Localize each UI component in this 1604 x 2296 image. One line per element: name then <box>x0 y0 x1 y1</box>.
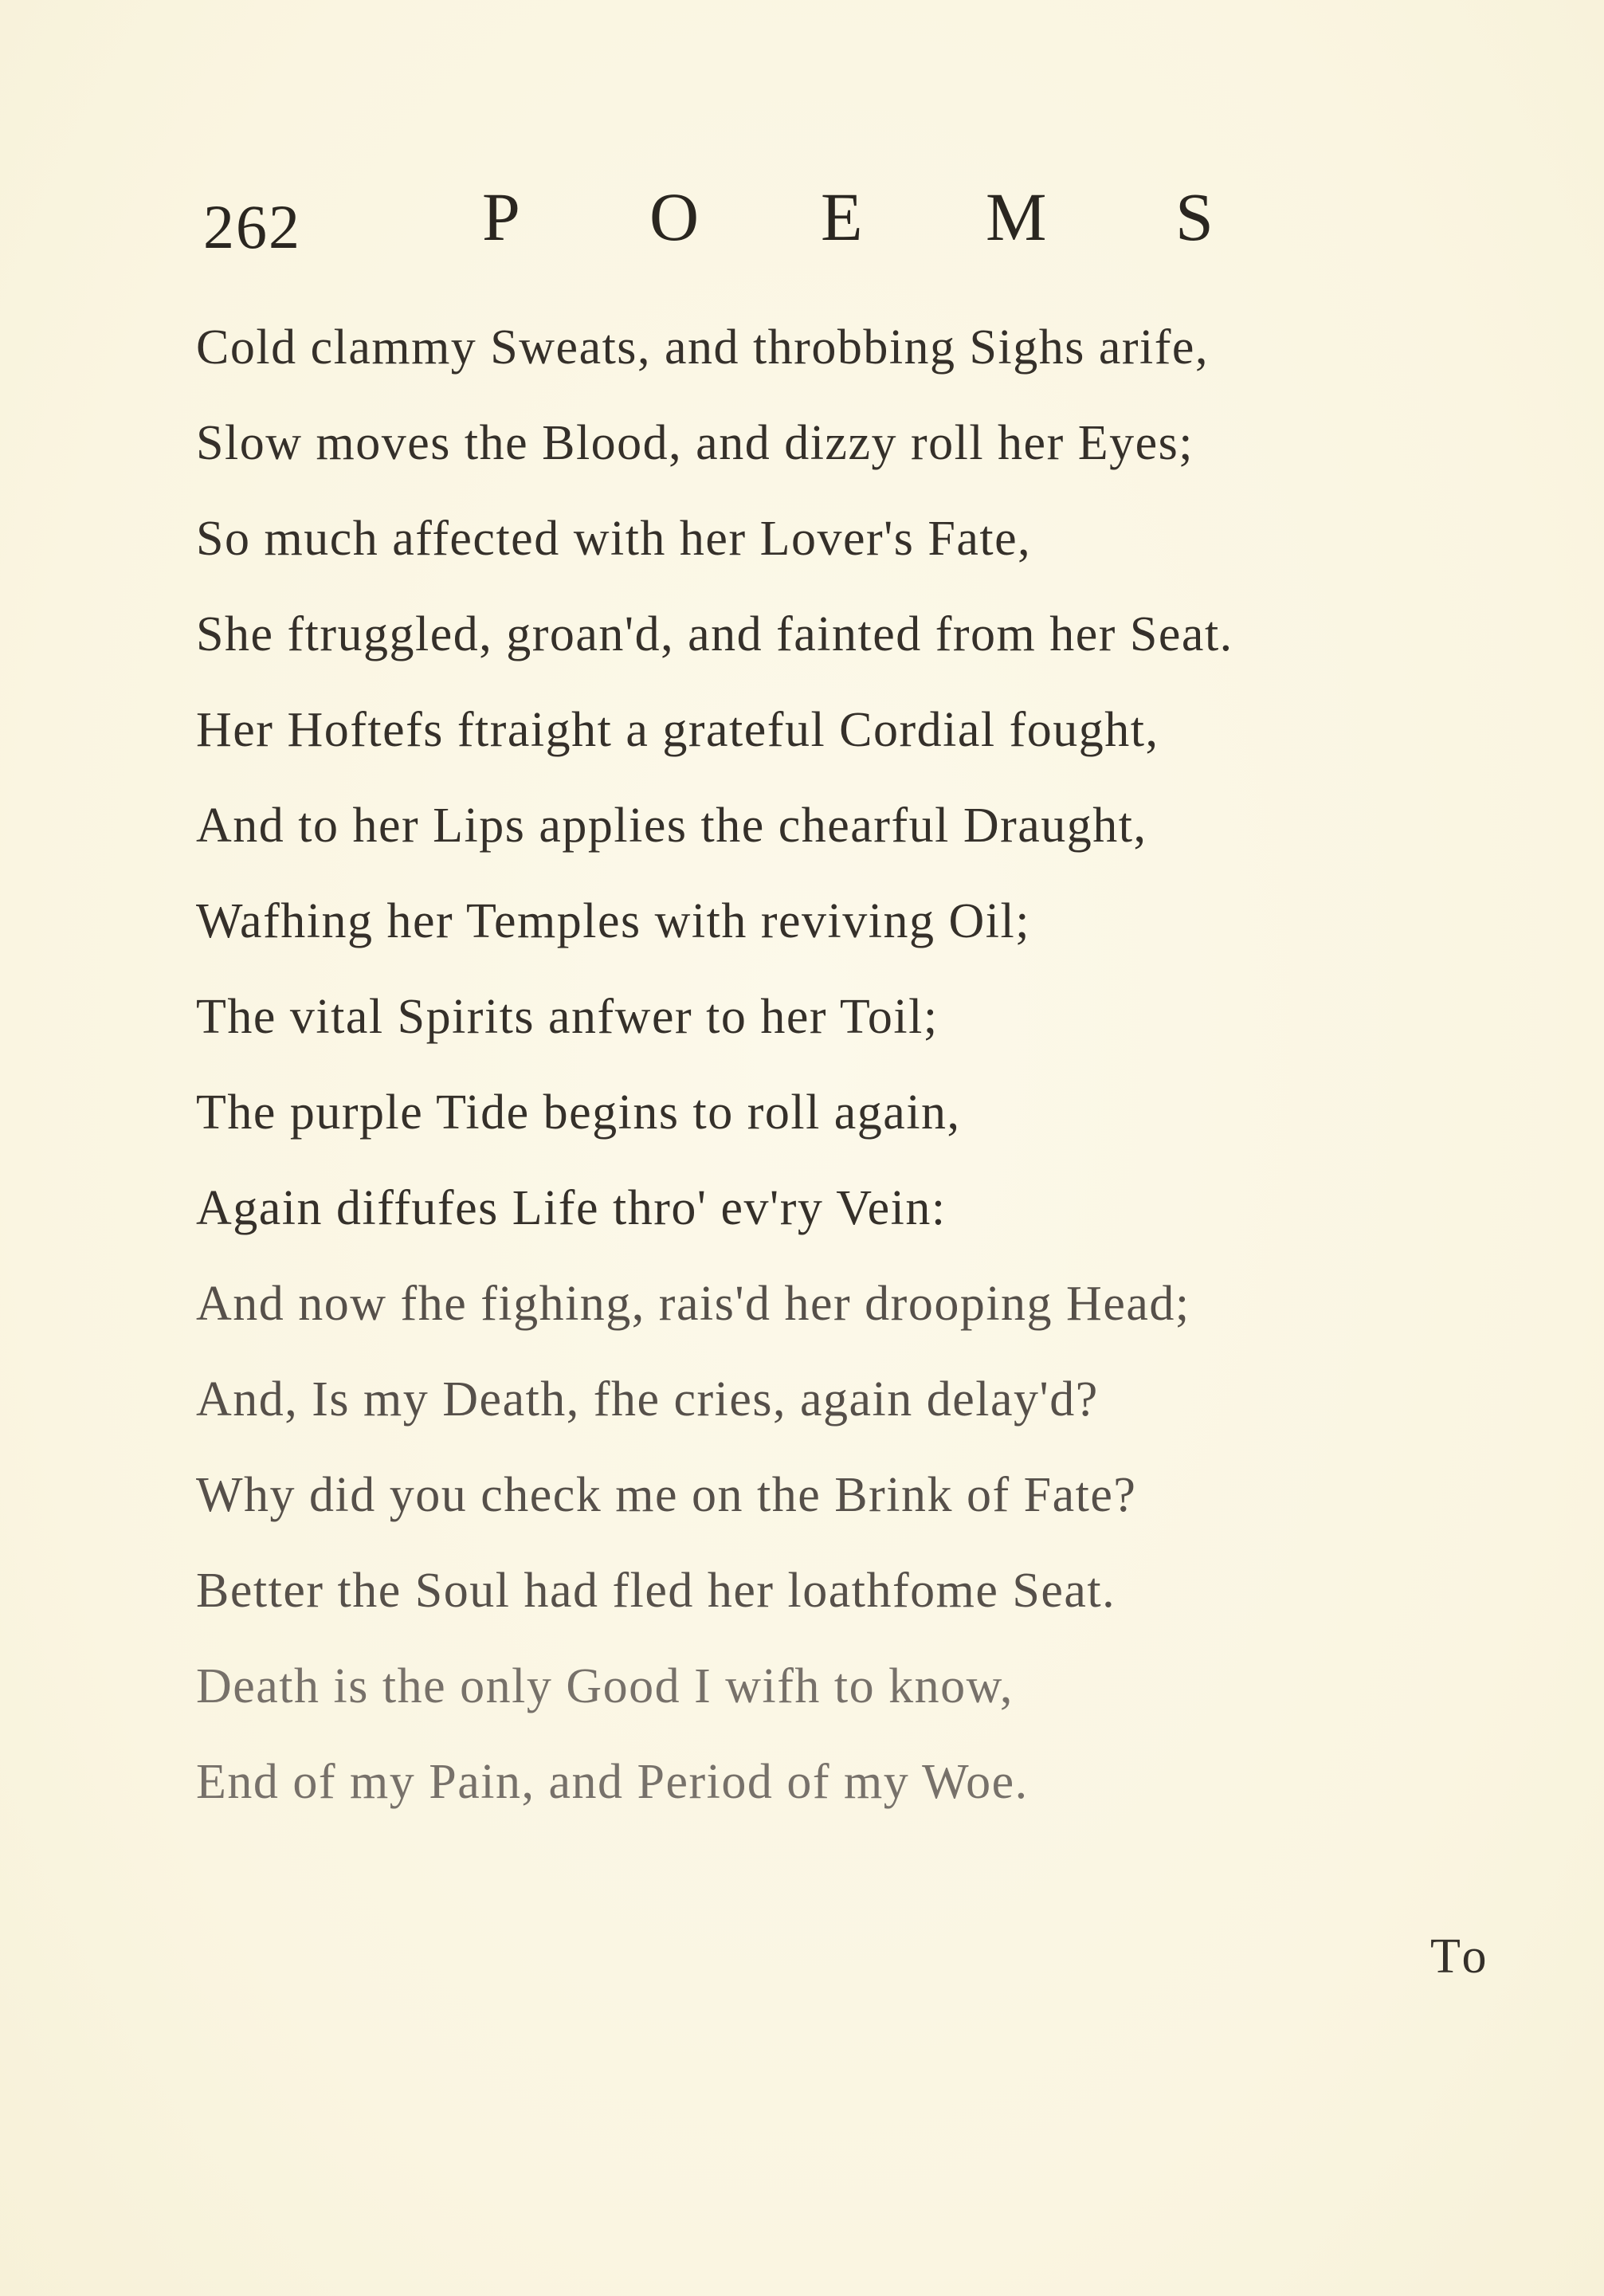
poem-line: The vital Spirits anfwer to her Toil; <box>196 990 939 1044</box>
poem-line: Wafhing her Temples with reviving Oil; <box>196 894 1030 948</box>
page-header <box>203 177 1510 265</box>
poem-line: So much affected with her Lover's Fate, <box>196 512 1032 566</box>
running-title-letter: S <box>1175 179 1214 255</box>
poem-line: And, Is my Death, fhe cries, again delay'd? <box>196 1372 1099 1427</box>
poem-line: Cold clammy Sweats, and throbbing Sighs arife, <box>196 320 1209 375</box>
poem-line: Why did you check me on the Brink of Fate? <box>196 1468 1137 1522</box>
poem-line: Death is the only Good I wifh to know, <box>196 1659 1014 1713</box>
poem-line: And now fhe fighing, rais'd her drooping Head; <box>196 1277 1190 1331</box>
running-title-letter: P <box>482 179 520 255</box>
running-title-letter: M <box>986 179 1047 255</box>
running-title-letter: E <box>821 179 863 255</box>
poem-line: Better the Soul had fled her loathfome Seat. <box>196 1564 1116 1618</box>
poem-line: Again diffufes Life thro' ev'ry Vein: <box>196 1181 947 1235</box>
catchword: To <box>1430 1929 1492 1984</box>
page-number: 262 <box>203 192 301 261</box>
poem-line: The purple Tide begins to roll again, <box>196 1085 961 1140</box>
running-title-letter: O <box>649 179 700 255</box>
poem-line: Her Hoftefs ftraight a grateful Cordial fought, <box>196 703 1159 757</box>
poem-line: End of my Pain, and Period of my Woe. <box>196 1755 1029 1809</box>
poem-line: Slow moves the Blood, and dizzy roll her Eyes; <box>196 416 1194 470</box>
poem-text <box>196 316 1551 1846</box>
poem-line: She ftruggled, groan'd, and fainted from her Seat. <box>196 607 1233 661</box>
poem-line: And to her Lips applies the chearful Draught, <box>196 799 1147 853</box>
